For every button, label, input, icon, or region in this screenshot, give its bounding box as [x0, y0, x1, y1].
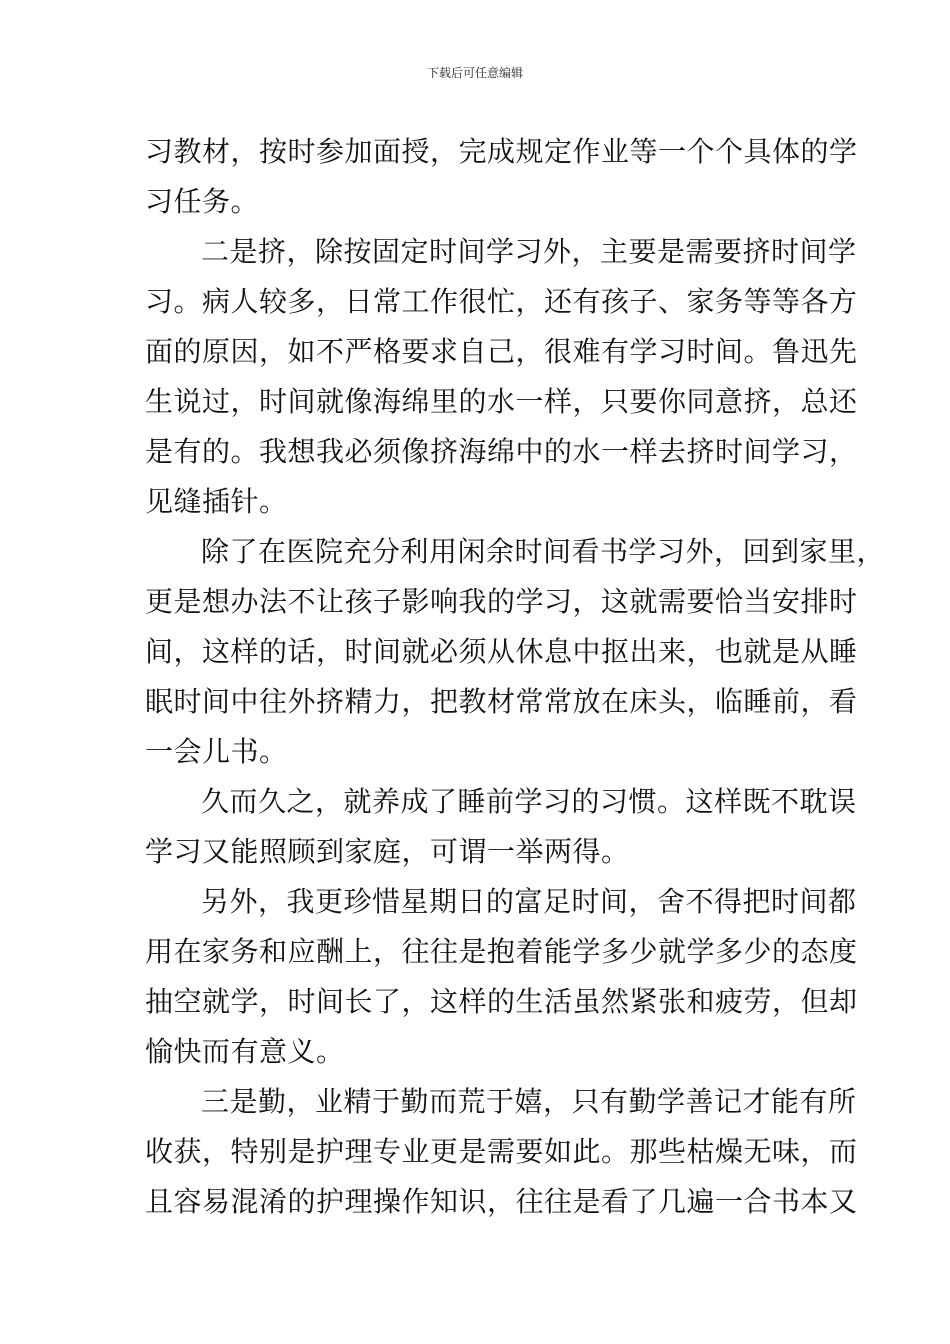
text-line: 用在家务和应酬上，往往是抱着能学多少就学多少的态度 — [145, 935, 858, 968]
text-line: 见缝插针。 — [145, 485, 288, 518]
text-line: 抽空就学，时间长了，这样的生活虽然紧张和疲劳，但却 — [145, 985, 858, 1018]
text-line: 更是想办法不让孩子影响我的学习，这就需要恰当安排时 — [145, 585, 858, 618]
paragraph-first-line: 二是挤，除按固定时间学习外，主要是需要挤时间学 — [201, 235, 857, 268]
text-line: 生说过，时间就像海绵里的水一样，只要你同意挤，总还 — [145, 385, 858, 418]
paragraph-first-line: 三是勤，业精于勤而荒于嬉，只有勤学善记才能有所 — [201, 1085, 857, 1118]
paragraph-first-line: 另外，我更珍惜星期日的富足时间，舍不得把时间都 — [201, 885, 857, 918]
text-line: 是有的。我想我必须像挤海绵中的水一样去挤时间学习， — [145, 435, 858, 468]
text-line: 一会儿书。 — [145, 735, 288, 768]
text-line: 且容易混淆的护理操作知识，往往是看了几遍一合书本又 — [145, 1185, 858, 1218]
text-line: 愉快而有意义。 — [145, 1035, 345, 1068]
paragraph-first-line: 除了在医院充分利用闲余时间看书学习外，回到家里， — [201, 535, 886, 568]
text-line: 学习又能照顾到家庭，可谓一举两得。 — [145, 835, 630, 868]
text-line: 眠时间中往外挤精力，把教材常常放在床头，临睡前，看 — [145, 685, 858, 718]
text-line: 收获，特别是护理专业更是需要如此。那些枯燥无味，而 — [145, 1135, 858, 1168]
text-line: 间，这样的话，时间就必须从休息中抠出来，也就是从睡 — [145, 635, 858, 668]
text-line: 习。病人较多，日常工作很忙，还有孩子、家务等等各方 — [145, 285, 858, 318]
paragraph-first-line: 久而久之，就养成了睡前学习的习惯。这样既不耽误 — [201, 785, 857, 818]
document-body — [145, 127, 886, 1227]
text-line: 习任务。 — [145, 185, 260, 218]
text-line: 习教材，按时参加面授，完成规定作业等一个个具体的学 — [145, 135, 858, 168]
text-line: 面的原因，如不严格要求自己，很难有学习时间。鲁迅先 — [145, 335, 858, 368]
page-header: 下载后可任意编辑 — [426, 66, 523, 80]
